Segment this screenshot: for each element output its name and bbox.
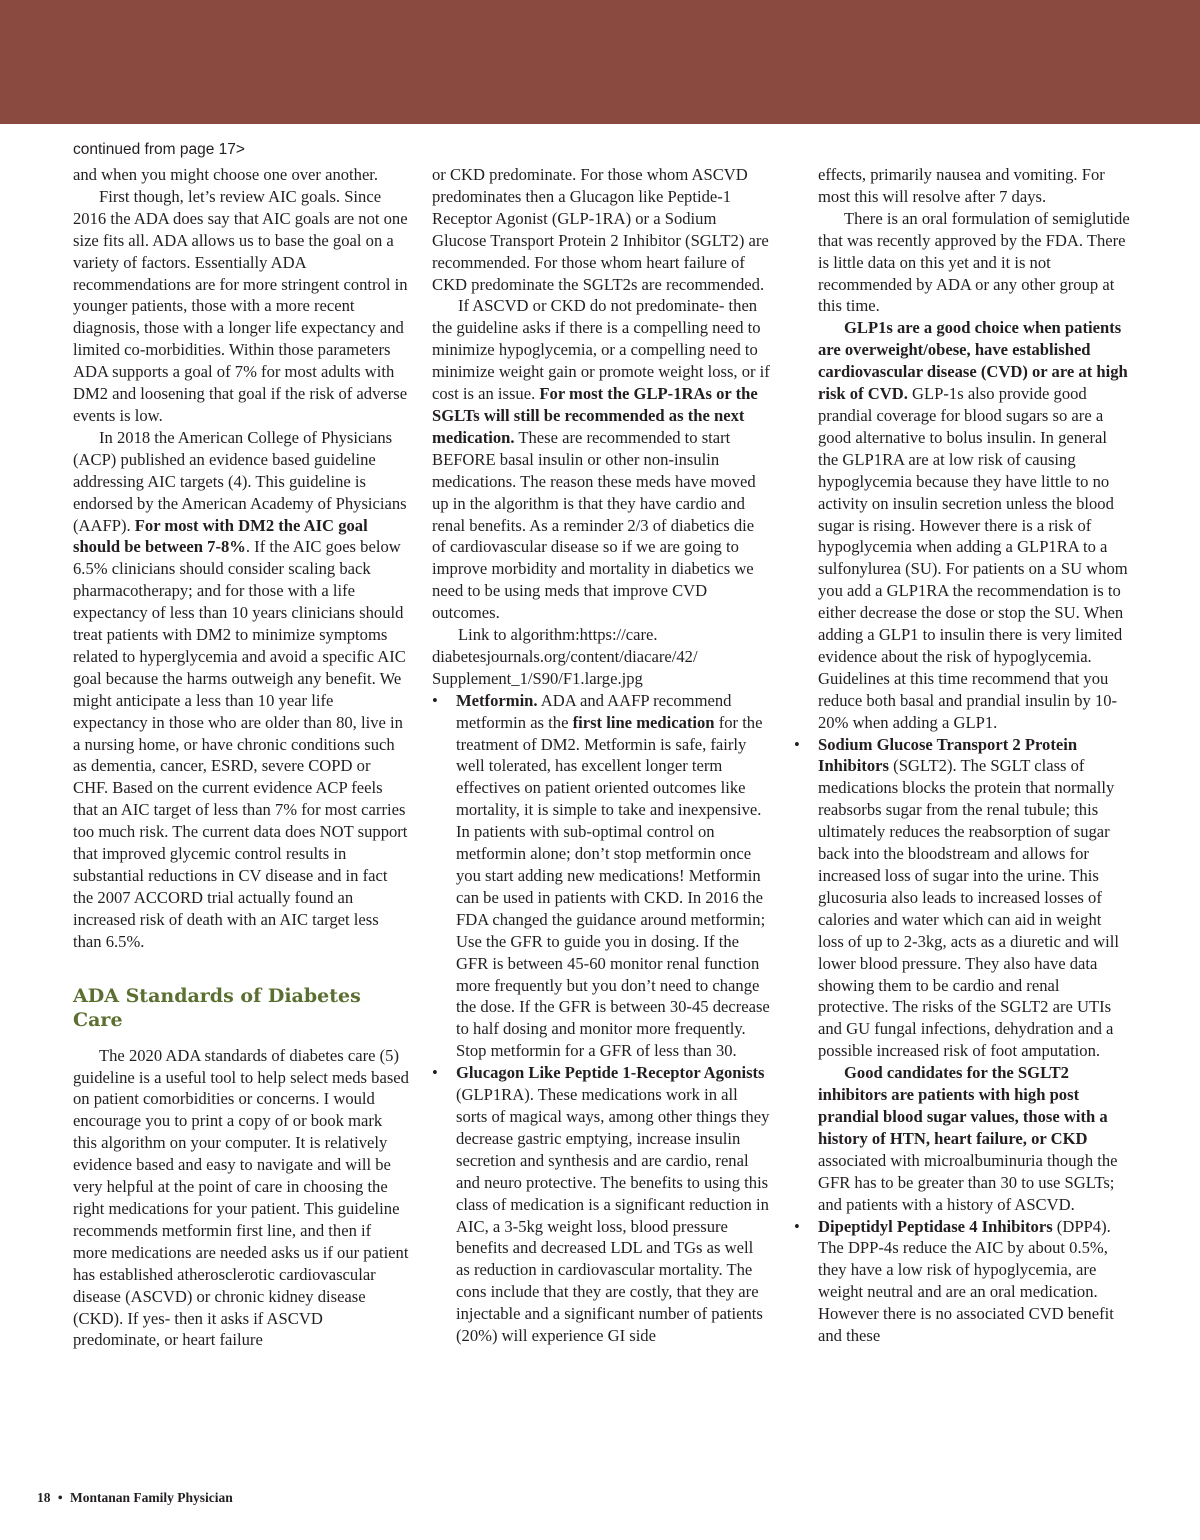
text: In 2018 the American College of Physicians (ACP) published an evidence based guideline addressing AIC targets (4). This guideline is endorsed by the American Academy of Physicians (AAFP). <box>73 427 407 535</box>
text: for the treatment of DM2. Metformin is safe, fairly well tolerated, has excellent longer term effectives on patient oriented outcomes like mortality, it is simple to take and inexpensive. In patients with sub-optimal control on metformin alone; don’t stop metformin once you start adding new medications! Metformin can be used in patients with CKD. In 2016 the FDA changed the guidance around metformin; Use the GFR to guide you in dosing. If the GFR is between 45-60 monitor renal function more frequently but you don’t need to change the dose. If the GFR is between 30-45 decrease to half dosing and monitor more frequently. Stop metformin for a GFR of less than 30. <box>456 712 770 1061</box>
paragraph: First though, let’s review AIC goals. Since 2016 the ADA does say that AIC goals are not one size fits all. ADA allows us to base the goal on a variety of factors. Essentially ADA recommendations are for more stringent control in younger patients, those with a more recent diagnosis, those with a longer life expectancy and limited co-morbidities. Within those parameters ADA supports a goal of 7% for most adults with DM2 and loosening that goal if the risk of adverse events is low. <box>73 186 408 425</box>
bullet-item-sglt2 <box>794 734 1130 1063</box>
text: GLP-1s also provide good prandial coverage for blood sugars so are a good alternative to bolus insulin. In general the GLP1RA are at low risk of causing hypoglycemia because they have little to no activity on insulin secretion unless the blood sugar is rising. However there is a risk of hypoglycemia when adding a GLP1RA to a sulfonylurea (SU). For patients on a SU whom you add a GLP1RA the recommendation is to either decrease the dose or stop the SU. When adding a GLP1 to insulin there is very limited evidence about the risk of hypoglycemia. Guidelines at this time recommend that you reduce both basal and prandial insulin by 10-20% when adding a GLP1. <box>818 384 1128 732</box>
column-3 <box>794 164 1130 1347</box>
paragraph <box>818 1062 1130 1215</box>
bold-text: Metformin. <box>456 690 538 710</box>
page-footer <box>37 1490 233 1506</box>
bullet-icon: • <box>432 1063 438 1083</box>
paragraph <box>432 295 770 624</box>
continued-note: continued from page 17> <box>73 141 245 158</box>
section-heading: ADA Standards of Diabetes Care <box>73 984 361 1031</box>
bold-text: For most with DM2 the AIC goal should be between 7-8% <box>73 515 368 557</box>
column-2 <box>432 164 770 1347</box>
bullet-icon: • <box>794 1216 800 1236</box>
bullet-item-glp1 <box>432 1062 770 1347</box>
bullet-icon: • <box>432 690 438 710</box>
bold-text: Dipeptidyl Peptidase 4 Inhibitors <box>818 1216 1053 1236</box>
paragraph: effects, primarily nausea and vomiting. For most this will resolve after 7 days. <box>818 165 1105 206</box>
paragraph: The 2020 ADA standards of diabetes care (5) guideline is a useful tool to help select meds based on patient comorbidities or concerns. I would encourage you to print a copy of or book mark this algorithm on your computer. It is relatively evidence based and easy to navigate and will be very helpful at the point of care in choosing the right medications for your patient. This guideline recommends metformin first line, and then if more medications are needed asks us if our patient has established atherosclerotic cardiovascular disease (ASCVD) or chronic kidney disease (CKD). If yes- then it asks if ASCVD predominate, or heart failure <box>73 1045 409 1350</box>
bold-text: first line medication <box>572 712 715 732</box>
separator: • <box>57 1490 63 1505</box>
page-number: 18 <box>37 1490 51 1505</box>
text: (SGLT2). The SGLT class of medications blocks the protein that normally reabsorbs sugar from the renal tubule; this ultimately reduces the reabsorption of sugar back into the bloodstream and allows for increased loss of sugar into the urine. This glucosuria also leads to increased losses of calories and water which can aid in weight loss of up to 2-3kg, acts as a diuretic and will lower blood pressure. They also have data showing them to be cardio and renal protective. The risks of the SGLT2 are UTIs and GU fungal infections, dehydration and a possible increased risk of foot amputation. <box>818 756 1119 1061</box>
bold-text: Glucagon Like Peptide 1-Receptor Agonists <box>456 1063 765 1083</box>
bullet-icon: • <box>794 734 800 754</box>
text: . If the AIC goes below 6.5% clinicians should consider scaling back pharmacotherapy; and for those with a life expectancy of less than 10 years clinicians should treat patients with DM2 to minimize symptoms related to hyperglycemia and avoid a specific AIC goal because the harms outweigh any benefit. We might anticipate a less than 10 year life expectancy in those who are older than 80, live in a nursing home, or have chronic conditions such as dementia, cancer, ESRD, severe COPD or CHF. Based on the current evidence ACP feels that an AIC target of less than 7% for most carries too much risk. The current data does NOT support that improved glycemic control results in substantial reductions in CV disease and in fact the 2007 ACCORD trial actually found an increased risk of death with an AIC target less than 6.5%. <box>73 537 408 951</box>
link-paragraph: Link to algorithm:https://care. diabetesjournals.org/content/diacare/42/ Supplement_1/S90/F1.large.jpg <box>432 625 698 688</box>
paragraph: There is an oral formulation of semiglutide that was recently approved by the FDA. There is little data on this yet and it is not recommended by ADA or any other group at this time. <box>818 208 1130 316</box>
text: If ASCVD or CKD do not predominate- then the guideline asks if there is a compelling need to minimize hypoglycemia, or a compelling need to minimize weight gain or promote weight loss, or if cost is an issue. <box>432 296 770 404</box>
publication-name: Montanan Family Physician <box>69 1490 233 1505</box>
text: (GLP1RA). These medications work in all sorts of magical ways, among other things they decrease gastric emptying, increase insulin secretion and synthesis and are cardio, renal and neuro protective. The benefits to using this class of medication is a significant reduction in AIC, a 3-5kg weight loss, blood pressure benefits and decreased LDL and TGs as well as reduction in cardiovascular mortality. The cons include that they are costly, that they are injectable and a significant number of patients (20%) will experience GI side <box>456 1085 770 1346</box>
paragraph <box>818 317 1130 733</box>
bold-text: GLP1s are a good choice when patients are overweight/obese, have established cardiovascular disease (CVD) or are at high risk of CVD. <box>818 318 1128 404</box>
text: associated with microalbuminuria though the GFR has to be greater than 30 to use SGLTs; and patients with a history of ASCVD. <box>818 1150 1118 1214</box>
bullet-item-metformin <box>432 690 770 1062</box>
bold-text: Good candidates for the SGLT2 inhibitors are patients with high post prandial blood sugar values, those with a history of HTN, heart failure, or CKD <box>818 1063 1108 1148</box>
text: (DPP4). The DPP-4s reduce the AIC by about 0.5%, they have a low risk of hypoglycemia, are weight neutral and are an oral medication. However there is no associated CVD benefit and these <box>818 1216 1114 1346</box>
paragraph <box>73 427 409 953</box>
bullet-item-dpp4 <box>794 1216 1130 1347</box>
bold-text: For most the GLP-1RAs or the SGLTs will still be recommended as the next medication. <box>432 384 758 447</box>
paragraph: and when you might choose one over another. <box>73 165 379 184</box>
bold-text: Sodium Glucose Transport 2 Protein Inhibitors <box>818 734 1078 776</box>
paragraph: or CKD predominate. For those whom ASCVD predominates then a Glucagon like Peptide-1 Receptor Agonist (GLP-1RA) or a Sodium Glucose Transport Protein 2 Inhibitor (SGLT2) are recommended. For those whom heart failure of CKD predominate the SGLT2s are recommended. <box>432 165 769 294</box>
column-1 <box>73 164 409 1351</box>
header-band <box>0 0 1200 124</box>
text: These are recommended to start BEFORE basal insulin or other non-insulin medications. The reason these meds have moved up in the algorithm is that they have cardio and renal benefits. As a reminder 2/3 of diabetics die of cardiovascular disease so if we are going to improve morbidity and mortality in diabetics we need to be using meds that improve CVD outcomes. <box>432 427 756 623</box>
text: ADA and AAFP recommend metformin as the <box>456 690 732 732</box>
